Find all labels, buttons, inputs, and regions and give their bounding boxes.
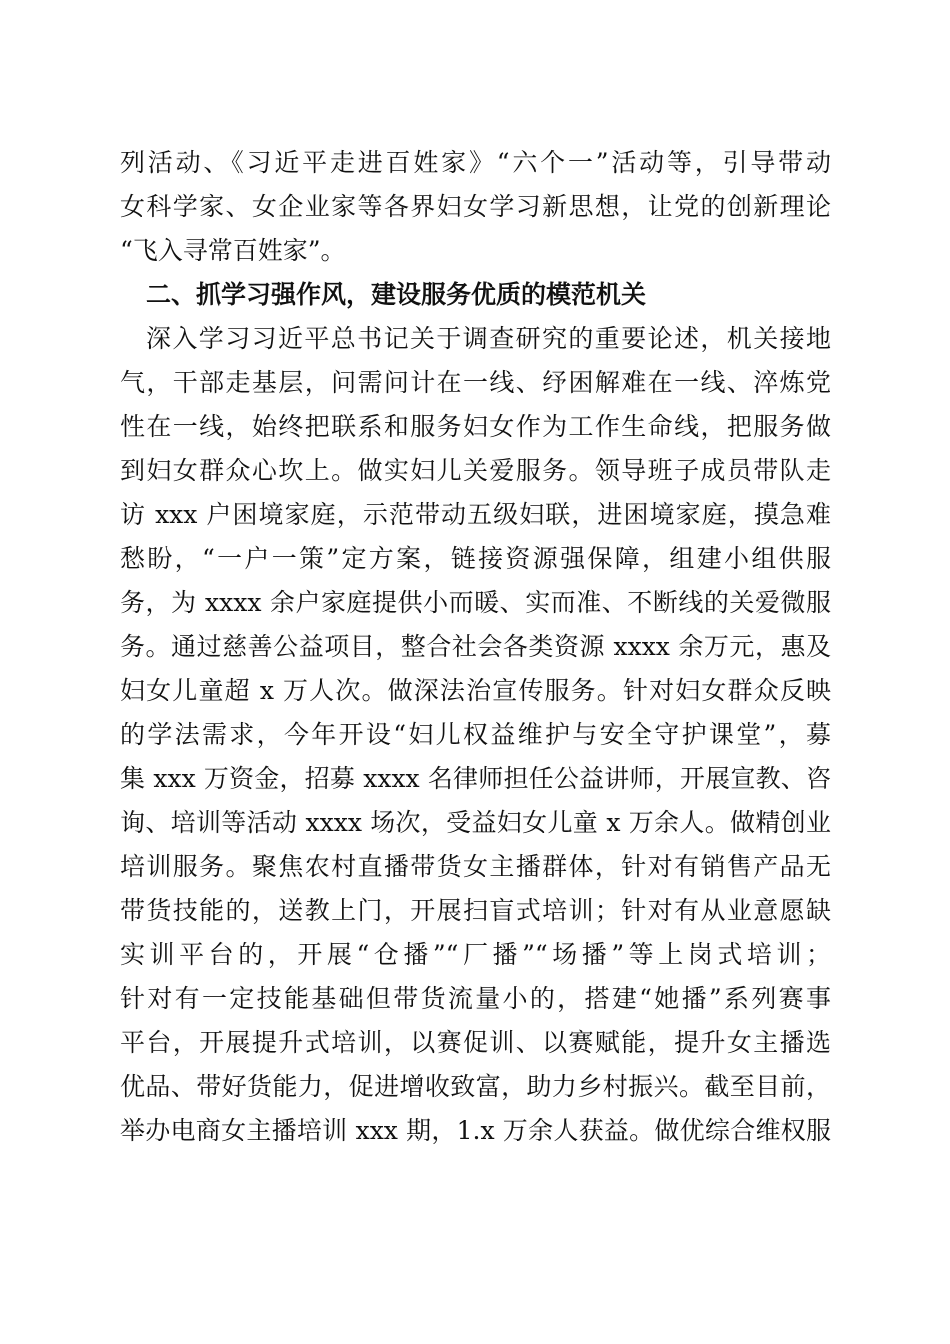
text-line: 优品、带好货能力，促进增收致富，助力乡村振兴。截至目前， xyxy=(120,1072,831,1101)
text-line: 培训服务。聚焦农村直播带货女主播群体，针对有销售产品无 xyxy=(120,852,831,881)
text-line: 针对有一定技能基础但带货流量小的，搭建“她播”系列赛事 xyxy=(120,984,831,1013)
text-line: 列活动、《习近平走进百姓家》“六个一”活动等，引导带动 xyxy=(120,148,831,177)
text-line: 深入学习习近平总书记关于调查研究的重要论述，机关接地 xyxy=(146,324,831,353)
text-line: 实训平台的，开展“仓播”“厂播”“场播”等上岗式培训； xyxy=(120,940,831,969)
text-line: 女科学家、女企业家等各界妇女学习新思想，让党的创新理论 xyxy=(120,192,831,221)
text-line: 访 xxx 户困境家庭，示范带动五级妇联，进困境家庭，摸急难 xyxy=(120,500,831,529)
text-line: 妇女儿童超 x 万人次。做深法治宣传服务。针对妇女群众反映 xyxy=(120,676,831,705)
text-line: 到妇女群众心坎上。做实妇儿关爱服务。领导班子成员带队走 xyxy=(120,456,831,485)
text-line: 的学法需求，今年开设“妇儿权益维护与安全守护课堂”，募 xyxy=(120,720,831,749)
text-line: “飞入寻常百姓家”。 xyxy=(120,236,346,265)
text-line: 性在一线，始终把联系和服务妇女作为工作生命线，把服务做 xyxy=(120,412,831,441)
paragraph-continuation xyxy=(120,141,831,273)
text-line: 愁盼，“一户一策”定方案，链接资源强保障，组建小组供服 xyxy=(120,544,831,573)
text-line: 气，干部走基层，问需问计在一线、纾困解难在一线、淬炼党 xyxy=(120,368,831,397)
text-line: 举办电商女主播培训 xxx 期，1.x 万余人获益。做优综合维权服 xyxy=(120,1116,831,1145)
text-line: 平台，开展提升式培训，以赛促训、以赛赋能，提升女主播选 xyxy=(120,1028,831,1057)
paragraph-body xyxy=(120,317,831,1153)
text-line: 务，为 xxxx 余户家庭提供小而暖、实而准、不断线的关爱微服 xyxy=(120,588,831,617)
section-heading: 二、抓学习强作风，建设服务优质的模范机关 xyxy=(146,280,647,309)
text-line: 询、培训等活动 xxxx 场次，受益妇女儿童 x 万余人。做精创业 xyxy=(120,808,831,837)
text-line: 集 xxx 万资金，招募 xxxx 名律师担任公益讲师，开展宣教、咨 xyxy=(120,764,831,793)
text-line: 务。通过慈善公益项目，整合社会各类资源 xxxx 余万元，惠及 xyxy=(120,632,831,661)
text-line: 带货技能的，送教上门，开展扫盲式培训；针对有从业意愿缺 xyxy=(120,896,831,925)
document-page xyxy=(120,141,831,1153)
